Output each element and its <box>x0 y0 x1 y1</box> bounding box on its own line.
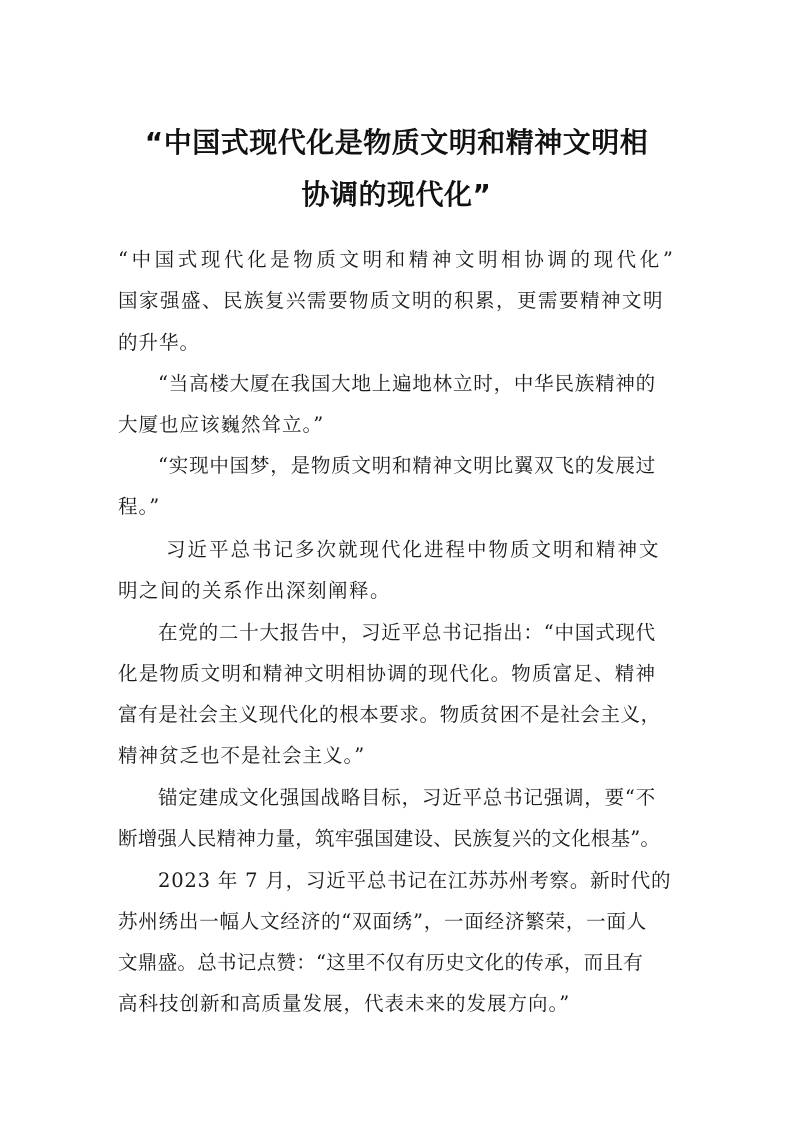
body-line-9: 明之间的关系作出深刻阐释。 <box>118 579 392 602</box>
body-line-11: 化是物质文明和精神文明相协调的现代化。物质富足、精神 <box>118 662 657 685</box>
body-line-15: 断增强人民精神力量，筑牢强国建设、民族复兴的文化根基”。 <box>118 827 661 850</box>
body-line-1: “中国式现代化是物质文明和精神文明相协调的现代化” <box>118 248 677 271</box>
body-line-17: 苏州绣出一幅人文经济的“双面绣”，一面经济繁荣，一面人 <box>118 910 648 933</box>
body-line-16: 2023 年 7 月，习近平总书记在江苏苏州考察。新时代的 <box>158 869 672 892</box>
body-line-3: 的升华。 <box>118 331 201 354</box>
body-line-8: 习近平总书记多次就现代化进程中物质文明和精神文 <box>166 538 661 561</box>
body-line-18: 文鼎盛。总书记点赞：“这里不仅有历史文化的传承，而且有 <box>118 951 644 974</box>
body-line-19: 高科技创新和高质量发展，代表未来的发展方向。” <box>118 992 571 1015</box>
body-line-10: 在党的二十大报告中，习近平总书记指出：“中国式现代 <box>158 621 656 644</box>
body-line-7: 程。” <box>118 495 161 518</box>
document-title-line-1: “中国式现代化是物质文明和精神文明相 <box>144 126 649 159</box>
body-line-13: 精神贫乏也不是社会主义。” <box>118 744 366 767</box>
document-title-line-2: 协调的现代化” <box>301 178 492 211</box>
body-line-2: 国家强盛、民族复兴需要物质文明的积累，更需要精神文明 <box>118 289 665 312</box>
body-line-12: 富有是社会主义现代化的根本要求。物质贫困不是社会主义， <box>118 703 661 726</box>
body-line-4: “当高楼大厦在我国大地上遍地林立时，中华民族精神的 <box>158 372 656 395</box>
body-line-5: 大厦也应该巍然耸立。” <box>118 413 325 436</box>
body-line-6: “实现中国梦，是物质文明和精神文明比翼双飞的发展过 <box>158 454 656 477</box>
body-line-14: 锚定建成文化强国战略目标，习近平总书记强调，要“不 <box>158 786 656 809</box>
